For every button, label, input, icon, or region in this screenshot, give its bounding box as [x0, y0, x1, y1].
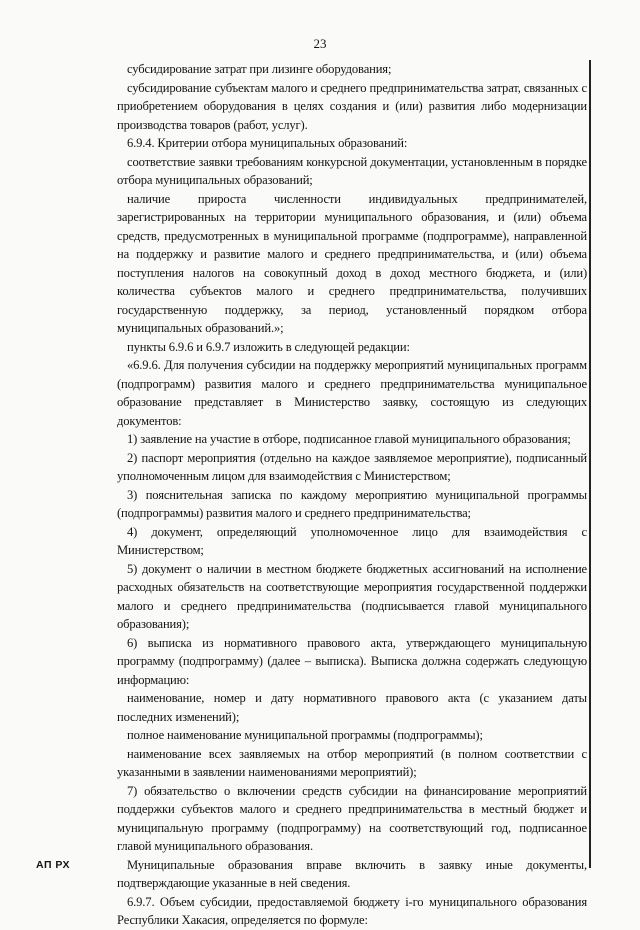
paragraph: субсидирование затрат при лизинге оборудования; — [127, 62, 392, 76]
paragraph: субсидирование субъектам малого и среднего предпринимательства затрат, связанных с приобретением оборудования в целях создания и (или) развития либо модернизации производства товаров (работ, услуг). — [117, 80, 587, 132]
list-item: 6) выписка из нормативного правового акта, утверждающего муниципальную программу (подпрограмму) (далее – выписка). Выписка должна содержать следующую информацию: — [117, 635, 587, 687]
paragraph: Муниципальные образования вправе включить в заявку иные документы, подтверждающие указанные в ней сведения. — [117, 857, 587, 890]
list-item: 7) обязательство о включении средств субсидии на финансирование мероприятий поддержки субъектов малого и среднего предпринимательства в местный бюджет и муниципальную программу (подпрограмму) на соответствующий год, подписанное главой муниципального образования. — [117, 783, 587, 853]
paragraph: «6.9.6. Для получения субсидии на поддержку мероприятий муниципальных программ (подпрограмм) развития малого и среднего предпринимательства муниципальное образование представляет в Министерство заявку, состоящую из следующих документов: — [117, 358, 587, 428]
paragraph: полное наименование муниципальной программы (подпрограммы); — [127, 728, 483, 742]
paragraph: наличие прироста численности индивидуальных предпринимателей, зарегистрированных на территории муниципального образования, и (или) объема средств, предусмотренных в муниципальной программе (подпрограмме), направленной на поддержку и развитие малого и среднего предпринимательства, и (или) объема поступления налогов на совокупный доход в доход местного бюджета, и (или) количества субъектов малого и среднего предпринимательства, получивших государственную поддержку, за период, установленный порядком отбора муниципальных образований.»; — [117, 191, 587, 335]
footer-code: АП РХ — [36, 859, 71, 871]
list-item: 2) паспорт мероприятия (отдельно на каждое заявляемое мероприятие), подписанный уполномоченным лицом для взаимодействия с Министерством; — [117, 450, 587, 483]
list-item: 5) документ о наличии в местном бюджете бюджетных ассигнований на исполнение расходных обязательств на соответствующие мероприятия государственной поддержки малого и среднего предпринимательства (подписывается главой муниципального образования); — [117, 561, 587, 631]
list-item: 1) заявление на участие в отборе, подписанное главой муниципального образования; — [127, 432, 571, 446]
paragraph: наименование всех заявляемых на отбор мероприятий (в полном соответствии с указанными в заявлении наименованиями мероприятий); — [117, 746, 587, 779]
list-item: 3) пояснительная записка по каждому мероприятию муниципальной программы (подпрограммы) развития малого и среднего предпринимательства; — [117, 487, 587, 520]
paragraph: 6.9.7. Объем субсидии, предоставляемой бюджету i-го муниципального образования Республики Хакасия, определяется по формуле: — [117, 894, 587, 927]
paragraph: 6.9.4. Критерии отбора муниципальных образований: — [127, 136, 408, 150]
list-item: 4) документ, определяющий уполномоченное лицо для взаимодействия с Министерством; — [117, 524, 587, 557]
scan-edge-line — [589, 60, 591, 868]
paragraph: наименование, номер и дату нормативного правового акта (с указанием даты последних изменений); — [117, 691, 587, 724]
paragraph: пункты 6.9.6 и 6.9.7 изложить в следующей редакции: — [127, 339, 410, 354]
document-body — [117, 60, 587, 930]
paragraph: соответствие заявки требованиям конкурсной документации, установленным в порядке отбора муниципальных образований; — [117, 154, 587, 187]
page-number: 23 — [313, 36, 327, 51]
